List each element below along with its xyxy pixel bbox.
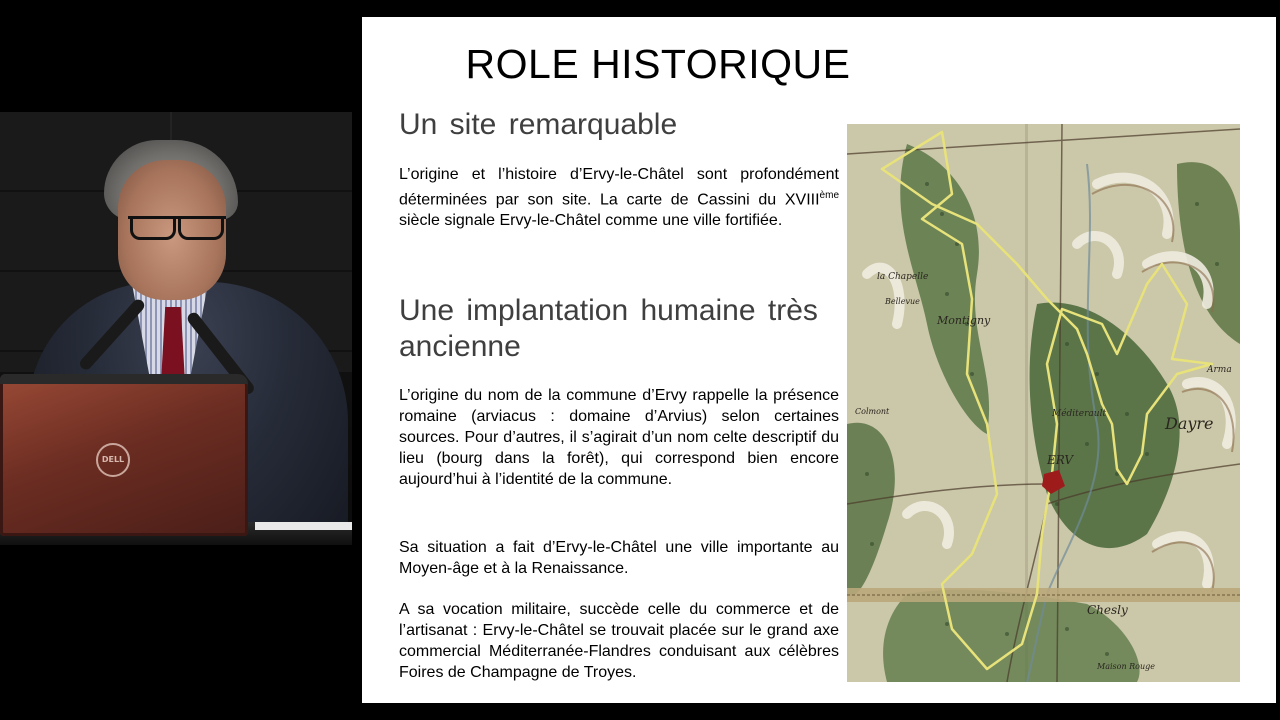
map-label-dayre: Dayre [1165,414,1214,433]
section-heading-implantation: Une implantation humaine très ancienne [399,294,818,363]
map-label-montigny: Montigny [937,314,991,327]
desk-paper [255,522,352,530]
map-drawing [847,124,1240,682]
section-heading-site: Un site remarquable [399,108,678,141]
map-label-chesley: Chesly [1087,603,1128,617]
slide-title: ROLE HISTORIQUE [465,41,851,87]
map-label-erv: ERV [1047,453,1074,467]
map-label-mediteraut: Méditerault [1052,409,1107,419]
map-label-arma: Arma [1207,365,1232,375]
paragraph-commerce: A sa vocation militaire, succède celle du commerce et de l’artisanat : Ervy-le-Châtel se trouvait placée sur le grand axe commercial Méditerranée-Flandres conduisant aux célèbres Foires de Champagne de Troyes. [399,601,839,681]
superscript-eme: ème [819,190,839,201]
paragraph-site [399,164,839,231]
laptop-logo: DELL [96,443,130,477]
speaker-video [0,112,352,545]
speaker-glasses [128,216,226,241]
paragraph-middle-ages: Sa situation a fait d’Ervy-le-Châtel une ville importante au Moyen-âge et à la Renaissance. [399,539,839,577]
laptop-lid-edge [0,374,248,384]
map-label-bellevue: Bellevue [885,297,920,306]
paragraph-origin-name: L’origine du nom de la commune d’Ervy rappelle la présence romaine (arviacus : domaine d’Arvius) selon certaines sources. Pour d’autres, il s’agirait d’un nom celte descriptif du lieu (bourg dans la forêt), qui correspond bien encore aujourd’hui à l’identité de la commune. [399,387,839,488]
map-label-maison-rouge: Maison Rouge [1097,662,1155,671]
map-label-la-chapelle: la Chapelle [877,272,929,282]
map-label-colmont: Colmont [855,407,890,416]
presentation-slide [362,17,1276,703]
cassini-map-image [847,124,1240,682]
paragraph-site-text-a: L’origine et l’histoire d’Ervy-le-Châtel sont profondément déterminées par son site. La carte de Cassini du XVIII [399,166,839,209]
paragraph-site-text-b: siècle signale Ervy-le-Châtel comme une ville fortifiée. [399,212,783,230]
